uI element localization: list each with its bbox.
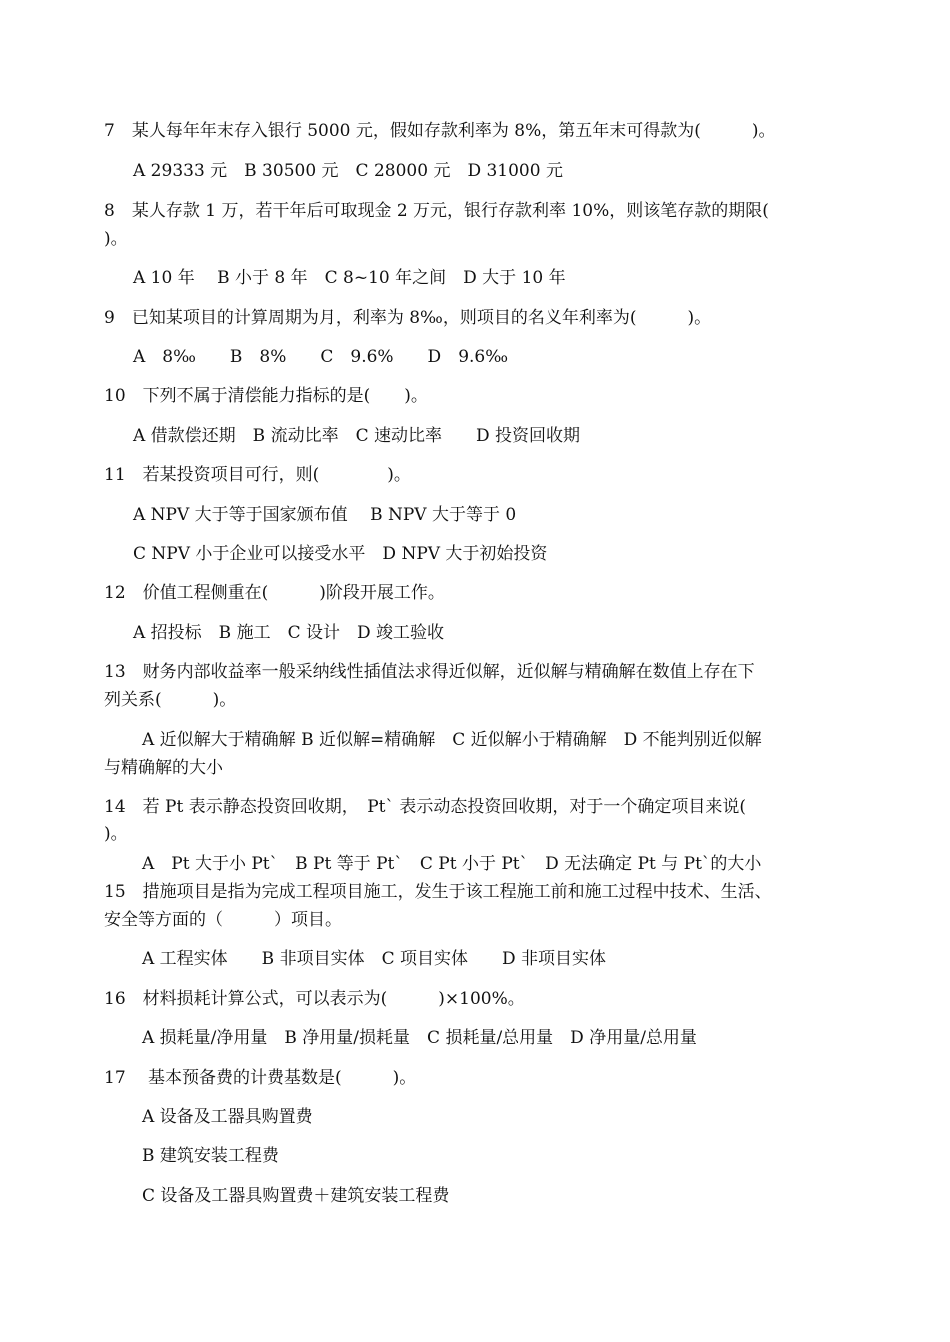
question-17-option-a: A 设备及工器具购置费 [142, 1107, 313, 1127]
question-10-options: A 借款偿还期 B 流动比率 C 速动比率 D 投资回收期 [133, 426, 581, 446]
question-16-stem: 16 材料损耗计算公式，可以表示为( )×100%。 [104, 989, 525, 1009]
question-16-options: A 损耗量/净用量 B 净用量/损耗量 C 损耗量/总用量 D 净用量/总用量 [142, 1028, 697, 1048]
question-11-options-cd: C NPV 小于企业可以接受水平 D NPV 大于初始投资 [133, 544, 548, 564]
question-9-options: A 8‰ B 8% C 9.6% D 9.6‰ [133, 347, 509, 367]
question-8-stem-cont: )。 [104, 229, 128, 249]
question-11-options-ab: A NPV 大于等于国家颁布值 B NPV 大于等于 0 [133, 505, 517, 525]
question-17-option-b: B 建筑安装工程费 [142, 1146, 279, 1166]
question-9-stem: 9 已知某项目的计算周期为月，利率为 8‰，则项目的名义年利率为( )。 [104, 308, 712, 328]
question-11-stem: 11 若某投资项目可行，则( )。 [104, 465, 411, 485]
question-14-stem-cont: )。 [104, 824, 128, 844]
question-14-stem: 14 若 Pt 表示静态投资回收期， Pt` 表示动态投资回收期，对于一个确定项目来说( [104, 797, 747, 817]
question-17-stem: 17 基本预备费的计费基数是( )。 [104, 1068, 417, 1088]
question-17-option-c: C 设备及工器具购置费＋建筑安装工程费 [142, 1186, 450, 1206]
question-13-stem-cont: 列关系( )。 [104, 690, 237, 710]
question-13-stem: 13 财务内部收益率一般采纳线性插值法求得近似解，近似解与精确解在数值上存在下 [104, 662, 755, 682]
question-10-stem: 10 下列不属于清偿能力指标的是( )。 [104, 386, 428, 406]
question-7-stem: 7 某人每年年末存入银行 5000 元，假如存款利率为 8%，第五年末可得款为( )。 [104, 121, 776, 141]
question-15-stem-cont: 安全等方面的（ ）项目。 [104, 910, 342, 930]
question-8-options: A 10 年 B 小于 8 年 C 8~10 年之间 D 大于 10 年 [133, 268, 566, 288]
question-7-options: A 29333 元 B 30500 元 C 28000 元 D 31000 元 [133, 161, 563, 181]
question-15-stem: 15 措施项目是指为完成工程项目施工，发生于该工程施工前和施工过程中技术、生活、 [104, 882, 772, 902]
question-8-stem: 8 某人存款 1 万，若干年后可取现金 2 万元，银行存款利率 10%，则该笔存款的期限( [104, 201, 769, 221]
question-12-stem: 12 价值工程侧重在( )阶段开展工作。 [104, 583, 445, 603]
question-15-options: A 工程实体 B 非项目实体 C 项目实体 D 非项目实体 [142, 949, 607, 969]
question-14-options: A Pt 大于小 Pt` B Pt 等于 Pt` C Pt 小于 Pt` D 无法确定 Pt 与 Pt`的大小 [142, 854, 762, 874]
question-13-options-cont: 与精确解的大小 [104, 758, 223, 778]
question-12-options: A 招投标 B 施工 C 设计 D 竣工验收 [133, 623, 445, 643]
question-13-options: A 近似解大于精确解 B 近似解=精确解 C 近似解小于精确解 D 不能判别近似解 [142, 730, 762, 750]
